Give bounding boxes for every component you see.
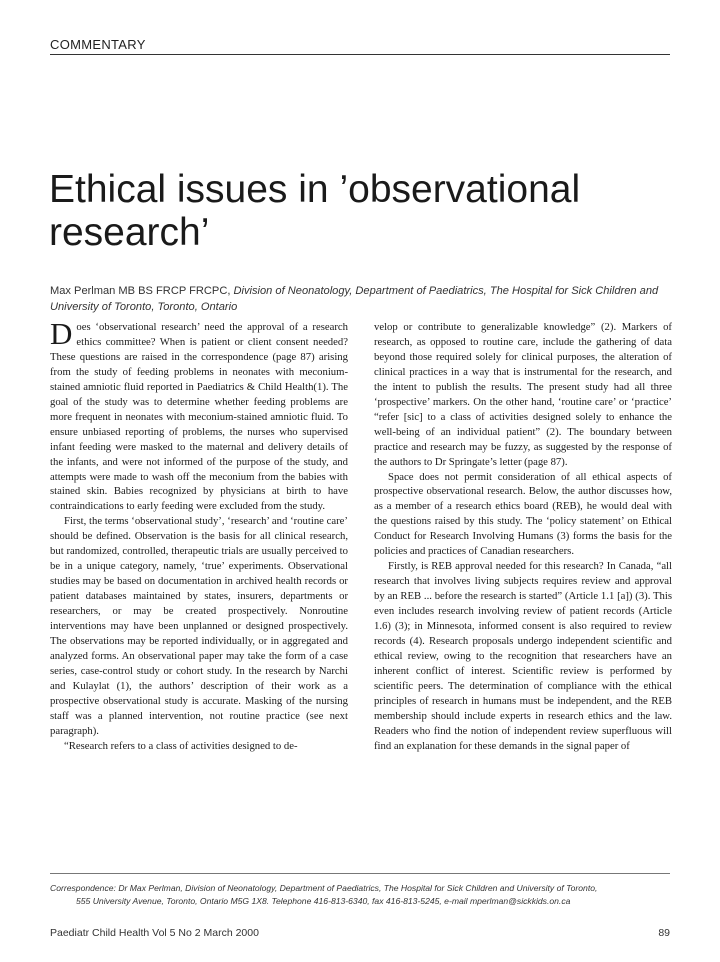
body-paragraph: “Research refers to a class of activities designed to de-	[64, 739, 298, 752]
drop-cap: D	[50, 320, 73, 351]
body-paragraph: velop or contribute to generalizable knowledge” (2). Markers of research, as opposed to routine care, include the gathering of data beyond those required solely for clinical purposes, the alteration of clinical practices in a way that is instrumental for the research, and the intent to publish the results. The present study had all three ‘prospective’ markers. On the other hand, ‘routine care’ or ‘practice’ “refer [sic] to a class of activities designed solely to enhance the well-being of an individual patient” (2). The boundary between practice and research may be fuzzy, as suggested by the response of the authors to Dr Springate’s letter (page 87).	[374, 321, 672, 468]
author-affiliation: Division of Neonatology, Department of Paediatrics, The Hospital for Sick Children and University of Toronto, Toronto, Ontario	[50, 285, 659, 313]
journal-citation: Paediatr Child Health Vol 5 No 2 March 2000	[50, 927, 259, 939]
article-title: Ethical issues in ’observational research’	[49, 168, 581, 254]
body-paragraph: First, the terms ‘observational study’, ‘research’ and ‘routine care’ should be defined. Observation is the basis for all clinical research, but randomized, controlled, therapeutic trials are usually perceived to be in a unique category, namely, ‘true’ experiments. Observational studies may be based on documentation in archived health records or patient databases maintained by states, insurers, departments or researchers, or may be created prospectively. Nonroutine interventions may have been unplanned or designed prospectively. The observations may be reported individually, or in aggregated and analyzed forms. An observational paper may take the form of a case series, case-control study or cohort study. In the research by Narchi and Kulaylat (1), the authors’ description of their work as a prospective observational study is accurate. Masking of the nursing staff was a planned intervention, not routine practice (see next paragraph).	[50, 515, 348, 737]
body-paragraph	[50, 320, 348, 514]
body-column-right	[374, 320, 672, 840]
correspondence-line: Correspondence: Dr Max Perlman, Division of Neonatology, Department of Paediatrics, The Hospital for Sick Children and University of Toronto,	[50, 883, 598, 893]
author-byline	[50, 283, 672, 315]
body-column-left	[50, 320, 348, 840]
page-number: 89	[658, 927, 670, 939]
correspondence-line: 555 University Avenue, Toronto, Ontario M5G 1X8. Telephone 416-813-6340, fax 416-813-5245, e-mail mperlman@sickkids.on.ca	[76, 895, 571, 906]
header-rule	[50, 54, 670, 55]
section-label: COMMENTARY	[50, 37, 146, 52]
correspondence-note	[50, 882, 672, 907]
body-paragraph: Firstly, is REB approval needed for this research? In Canada, “all research that involves living subjects requires review and approval by an REB ... before the research is started” (Article 1.1 [a]) (3). This even includes research involving review of patient records (Article 1.6) (3); in Minnesota, informed consent is also required to review records (4). Research proposals undergo independent scientific and ethical review, owing to the recognition that researchers have an inherent conflict of interest. Scientific review is performed by scientific peers. The determination of compliance with the ethical principles of research in humans must be independent, and the REB membership should include experts in research ethics and the law. Readers who find the notion of independent review superfluous will find an explanation for these demands in the signal paper of	[374, 560, 672, 752]
footer-rule	[50, 873, 670, 874]
paragraph-text: oes ‘observational research’ need the approval of a research ethics committee? When is patient or client consent needed? These questions are raised in the correspondence (page 87) arising from the study of feeding problems in neonates with meconium-stained amniotic fluid reported in Paediatrics & Child Health(1). The goal of the study was to determine whether feeding problems are more frequent in neonates with meconium-stained amniotic fluid. To ensure unbiased reporting of problems, the nurses who supervised infant feeding were masked to the maternal and delivery details of the infants, and were not informed of the purpose of the study, and attempts were made to wash off the meconium from the babies with stained skin. Babies recognized by physicians at birth to have contraindications to early feeding were excluded from the study.	[50, 321, 348, 513]
author-name: Max Perlman MB BS FRCP FRCPC,	[50, 285, 231, 297]
body-paragraph: Space does not permit consideration of all ethical aspects of prospective observational research. Below, the author discusses how, as a member of a research ethics board (REB), he would deal with the questions raised by this study. The ‘policy statement’ on Ethical Conduct for Research Involving Humans (3) forms the basis for the policies and practices of Canadian researchers.	[374, 470, 672, 558]
